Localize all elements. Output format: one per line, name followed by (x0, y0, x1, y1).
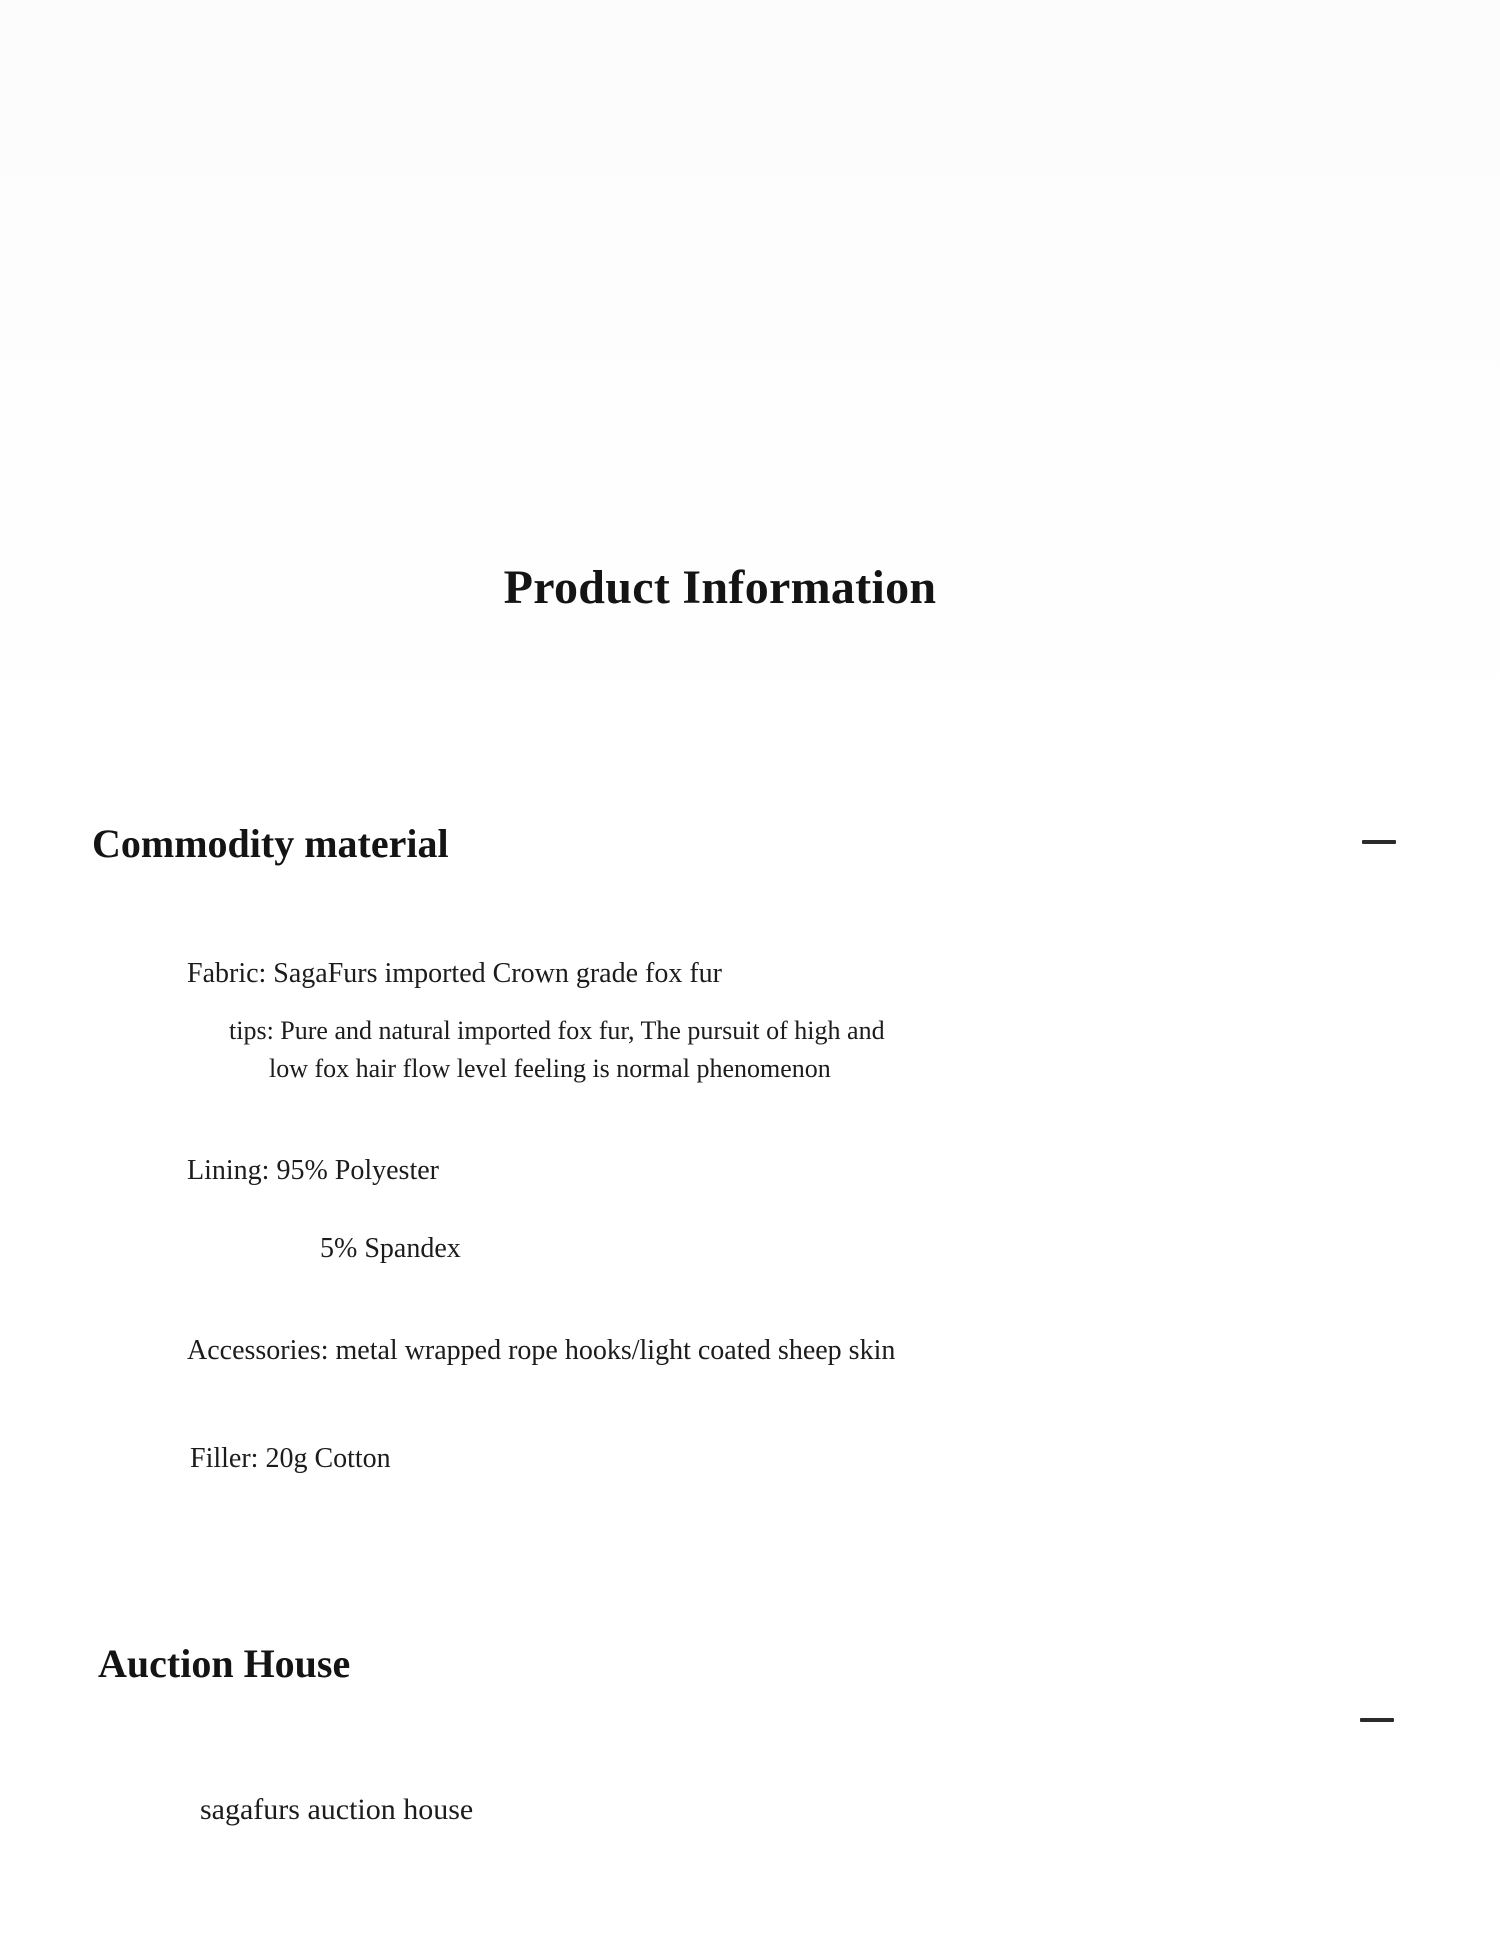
material-line-fabric: Fabric: SagaFurs imported Crown grade fox fur (187, 958, 722, 989)
page-title: Product Information (503, 561, 937, 614)
material-tips-line-2: low fox hair flow level feeling is normal phenomenon (269, 1054, 831, 1083)
section-auction-house (0, 1640, 1500, 1700)
material-line-lining: Lining: 95% Polyester (187, 1155, 439, 1186)
material-tips (187, 1012, 1217, 1088)
material-tips-line-1: tips: Pure and natural imported fox fur, The pursuit of high and (229, 1016, 885, 1045)
minus-icon[interactable] (1360, 1718, 1394, 1722)
section-title-commodity-material: Commodity material (92, 821, 449, 866)
auction-house-body: sagafurs auction house (200, 1793, 474, 1826)
material-line-spandex: 5% Spandex (320, 1233, 461, 1264)
section-title-auction-house: Auction House (98, 1641, 351, 1686)
material-line-accessories: Accessories: metal wrapped rope hooks/light coated sheep skin (187, 1335, 896, 1366)
section-commodity-material (0, 820, 1500, 880)
section-header-auction-house[interactable] (0, 1640, 1500, 1700)
material-line-filler: Filler: 20g Cotton (190, 1443, 391, 1474)
section-header-commodity-material[interactable] (0, 820, 1500, 880)
minus-icon[interactable] (1362, 840, 1396, 844)
